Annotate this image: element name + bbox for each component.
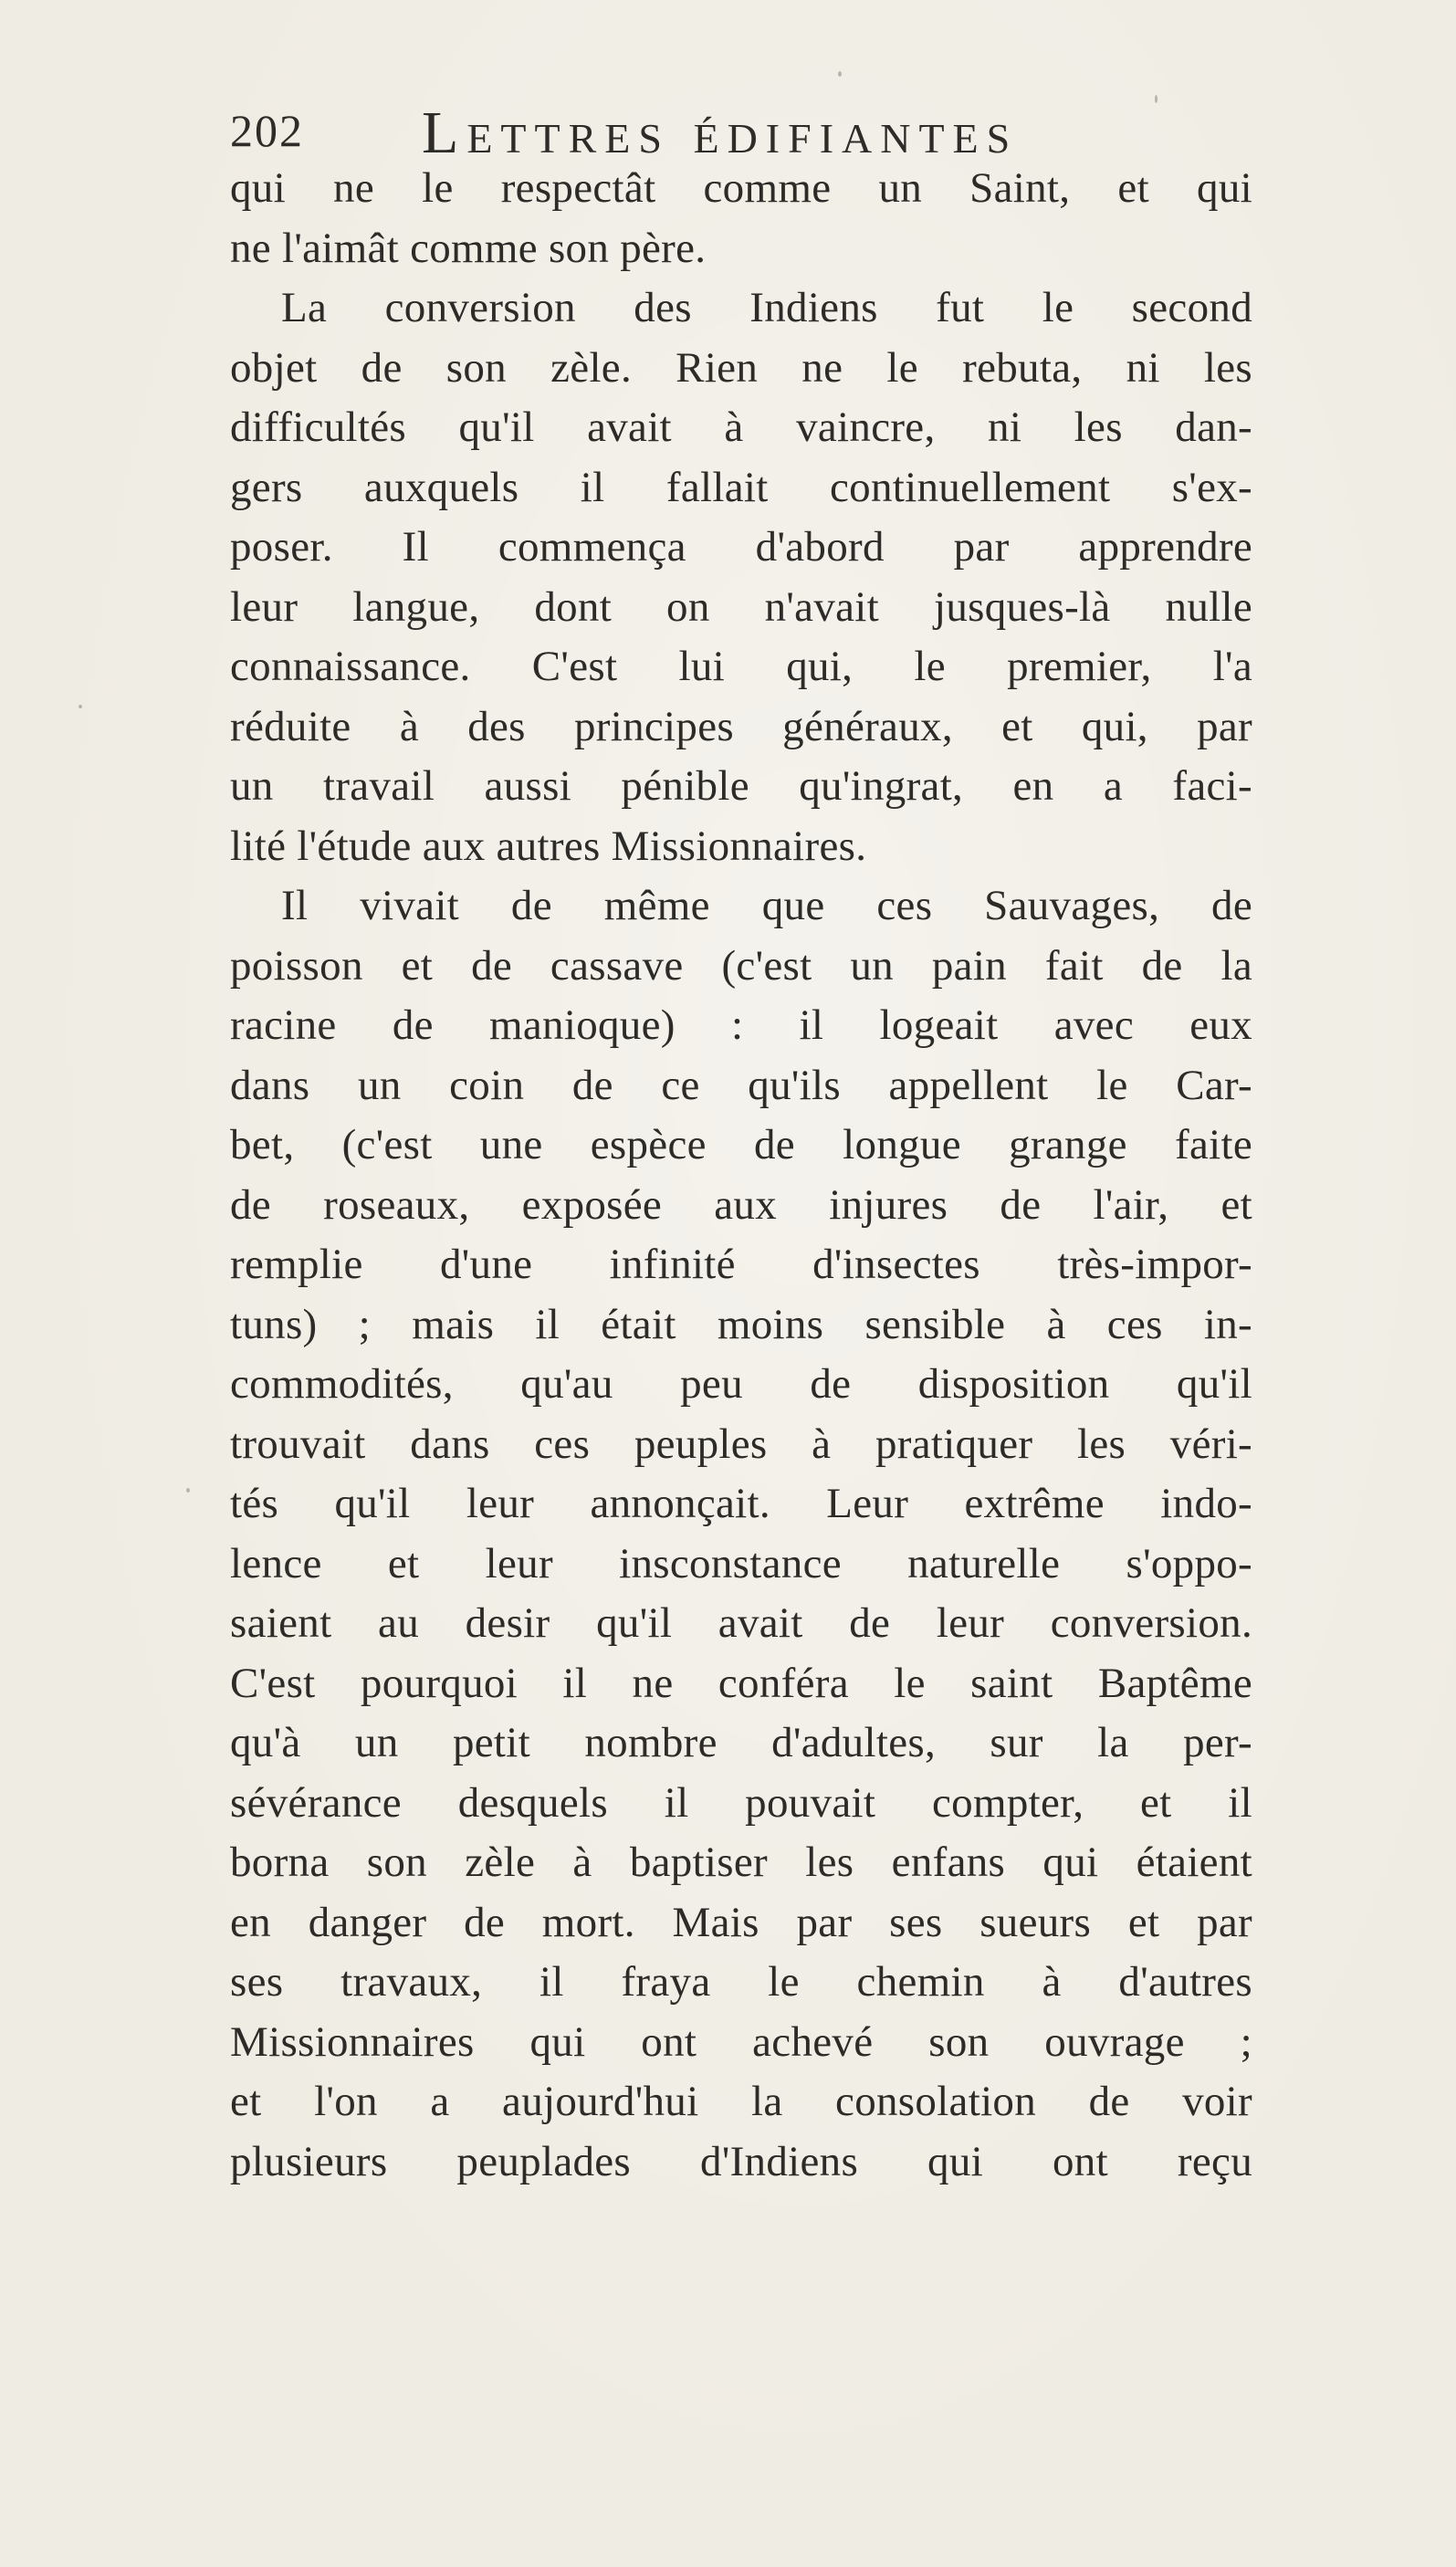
text-line: plusieurs peuplades d'Indiens qui ont reçu xyxy=(230,2137,1252,2185)
text-line: remplie d'une infinité d'insectes très-impor- xyxy=(230,1241,1252,1288)
text-line: lité l'étude aux autres Missionnaires. xyxy=(230,822,867,870)
paper-speck xyxy=(838,71,842,77)
text-line: Il vivait de même que ces Sauvages, de xyxy=(281,882,1252,929)
text-line: poser. Il commença d'abord par apprendre xyxy=(230,523,1252,571)
text-line: ses travaux, il fraya le chemin à d'autres xyxy=(230,1958,1252,2006)
text-line: gers auxquels il fallait continuellement s'ex- xyxy=(230,463,1252,511)
text-line: dans un coin de ce qu'ils appellent le Car- xyxy=(230,1061,1252,1109)
text-line: difficultés qu'il avait à vaincre, ni les dan- xyxy=(230,403,1252,451)
body-text xyxy=(230,159,1252,2192)
text-line: racine de manioque) : il logeait avec eux xyxy=(230,1001,1252,1049)
text-line: en danger de mort. Mais par ses sueurs et par xyxy=(230,1898,1252,1946)
text-line: réduite à des principes généraux, et qui, par xyxy=(230,702,1252,750)
text-line: Missionnaires qui ont achevé son ouvrage ; xyxy=(230,2017,1252,2066)
text-line: La conversion des Indiens fut le second xyxy=(281,284,1252,331)
text-line: commodités, qu'au peu de disposition qu'il xyxy=(230,1360,1252,1408)
text-line: leur langue, dont on n'avait jusques-là nulle xyxy=(230,582,1252,631)
text-line: trouvait dans ces peuples à pratiquer les véri- xyxy=(230,1420,1252,1468)
text-line: lence et leur insconstance naturelle s'oppo- xyxy=(230,1539,1252,1587)
paper-speck xyxy=(186,1488,190,1493)
page-header xyxy=(230,99,1234,166)
text-line: et l'on a aujourd'hui la consolation de voir xyxy=(230,2078,1252,2125)
text-line: saient au desir qu'il avait de leur conversion. xyxy=(230,1599,1252,1647)
text-line: qui ne le respectât comme un Saint, et qui xyxy=(230,164,1252,212)
paper-speck xyxy=(79,705,82,708)
text-line: tuns) ; mais il était moins sensible à ces in- xyxy=(230,1300,1252,1348)
text-line: C'est pourquoi il ne conféra le saint Baptême xyxy=(230,1659,1252,1707)
text-line: poisson et de cassave (c'est un pain fait de la xyxy=(230,941,1252,990)
text-line: connaissance. C'est lui qui, le premier, l'a xyxy=(230,643,1252,690)
text-line: borna son zèle à baptiser les enfans qui étaient xyxy=(230,1839,1252,1886)
text-line: ne l'aimât comme son père. xyxy=(230,224,707,272)
text-line: objet de son zèle. Rien ne le rebuta, ni les xyxy=(230,343,1252,392)
running-title: Lettres édifiantes xyxy=(422,100,1019,166)
text-line: de roseaux, exposée aux injures de l'air, et xyxy=(230,1180,1252,1229)
text-line: un travail aussi pénible qu'ingrat, en a faci- xyxy=(230,762,1252,810)
text-line: qu'à un petit nombre d'adultes, sur la per- xyxy=(230,1719,1252,1766)
text-line: tés qu'il leur annonçait. Leur extrême indo- xyxy=(230,1480,1252,1527)
page-number: 202 xyxy=(230,105,304,156)
text-line: bet, (c'est une espèce de longue grange faite xyxy=(230,1121,1252,1168)
text-line: sévérance desquels il pouvait compter, et il xyxy=(230,1778,1252,1827)
